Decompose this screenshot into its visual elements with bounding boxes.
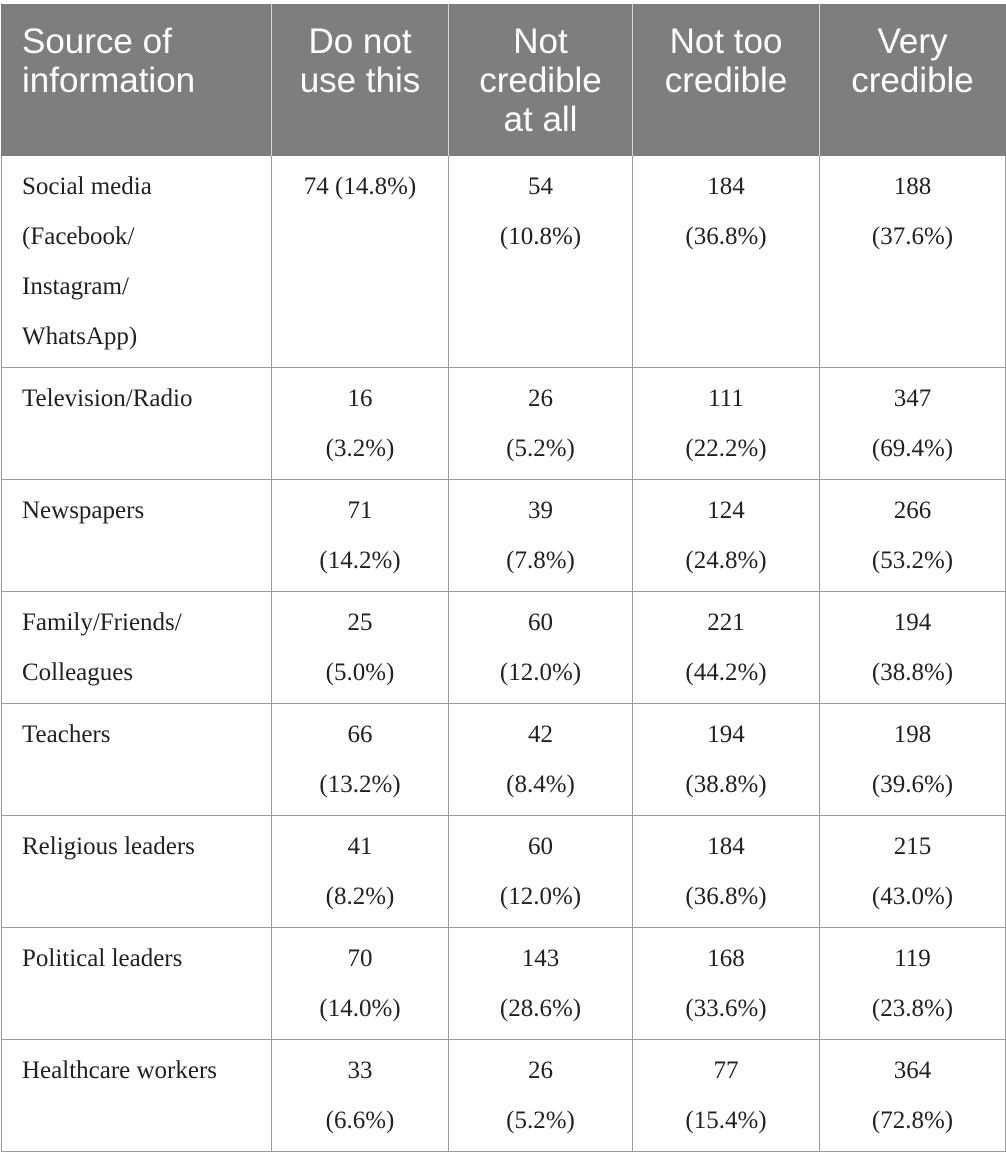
source-label-line: Teachers (22, 721, 111, 748)
not-too-credible-cell (633, 704, 820, 816)
very-credible-cell (820, 704, 1006, 816)
value-line: 364 (893, 1057, 932, 1084)
source-cell (2, 928, 272, 1040)
not-too-credible-cell (633, 1040, 820, 1152)
value-line: (43.0%) (871, 883, 954, 910)
table-row (2, 368, 1006, 480)
table-row (2, 816, 1006, 928)
value-line: (38.8%) (871, 659, 954, 686)
value-line: (14.0%) (319, 995, 401, 1022)
value-line: 124 (707, 497, 745, 524)
very-credible-cell (820, 592, 1006, 704)
value-line: 168 (707, 945, 745, 972)
not-credible-at-all-cell (449, 368, 633, 480)
value-line: (28.6%) (499, 995, 582, 1022)
value-line: 25 (347, 609, 373, 636)
value-line: (36.8%) (685, 883, 767, 910)
header-very-credible: Very credible (820, 4, 1006, 156)
value-line: 221 (707, 609, 745, 636)
value-line: (5.2%) (506, 1107, 575, 1134)
value-line: 33 (347, 1057, 373, 1084)
do-not-use-cell (272, 156, 449, 368)
not-too-credible-cell (633, 156, 820, 368)
value-line: 54 (528, 173, 553, 200)
source-label-line: Colleagues (22, 659, 134, 686)
value-line: (24.8%) (685, 547, 767, 574)
value-line: (12.0%) (499, 883, 582, 910)
source-cell (2, 592, 272, 704)
value-line: 194 (707, 721, 745, 748)
not-too-credible-cell (633, 816, 820, 928)
source-cell (2, 1040, 272, 1152)
source-cell (2, 368, 272, 480)
value-line: 188 (893, 173, 932, 200)
table-row (2, 1040, 1006, 1152)
value-line: 60 (528, 833, 553, 860)
value-line: 266 (893, 497, 932, 524)
value-line: 184 (707, 833, 745, 860)
source-label-line: Television/Radio (22, 385, 193, 412)
value-line: (39.6%) (871, 771, 954, 798)
not-credible-at-all-cell (449, 1040, 633, 1152)
value-line: (10.8%) (499, 223, 582, 250)
table-row (2, 480, 1006, 592)
not-too-credible-cell (633, 480, 820, 592)
value-line: 66 (347, 721, 373, 748)
source-cell (2, 816, 272, 928)
value-line: (37.6%) (871, 223, 954, 250)
do-not-use-cell (272, 928, 449, 1040)
value-line: (69.4%) (871, 435, 954, 462)
table-row (2, 704, 1006, 816)
value-line: 41 (347, 833, 373, 860)
not-credible-at-all-cell (449, 704, 633, 816)
value-line: 39 (528, 497, 553, 524)
value-line: (8.4%) (506, 771, 575, 798)
value-line: (12.0%) (499, 659, 582, 686)
source-cell (2, 480, 272, 592)
value-line: 119 (894, 945, 931, 972)
header-do-not-use-this: Do not use this (272, 4, 449, 156)
value-line: 184 (707, 173, 745, 200)
value-line: 60 (528, 609, 553, 636)
not-credible-at-all-cell (449, 928, 633, 1040)
source-label-line: Social media (22, 173, 152, 200)
value-line: (72.8%) (871, 1107, 954, 1134)
value-line: 74 (14.8%) (303, 173, 417, 200)
value-line: (15.4%) (685, 1107, 767, 1134)
not-credible-at-all-cell (449, 592, 633, 704)
source-label-line: WhatsApp) (22, 323, 138, 350)
source-label-line: Newspapers (22, 497, 145, 524)
not-credible-at-all-cell (449, 480, 633, 592)
value-line: 71 (347, 497, 373, 524)
credibility-table (1, 4, 1006, 1152)
not-credible-at-all-cell (449, 156, 633, 368)
value-line: 347 (893, 385, 932, 412)
table-header (2, 4, 1006, 156)
very-credible-cell (820, 480, 1006, 592)
source-label-line: Instagram/ (22, 273, 129, 300)
source-label-line: Healthcare workers (22, 1057, 218, 1084)
not-credible-at-all-cell (449, 816, 633, 928)
value-line: 70 (347, 945, 373, 972)
do-not-use-cell (272, 816, 449, 928)
value-line: 16 (347, 385, 373, 412)
value-line: 198 (893, 721, 932, 748)
source-label-line: Political leaders (22, 945, 183, 972)
very-credible-cell (820, 1040, 1006, 1152)
value-line: (33.6%) (685, 995, 767, 1022)
table-row (2, 592, 1006, 704)
value-line: (7.8%) (506, 547, 575, 574)
header-not-credible-at-all: Not credible at all (449, 4, 633, 156)
value-line: (14.2%) (319, 547, 401, 574)
not-too-credible-cell (633, 368, 820, 480)
source-label-line: (Facebook/ (22, 223, 135, 250)
value-line: 26 (528, 385, 553, 412)
value-line: (8.2%) (325, 883, 395, 910)
value-line: (22.2%) (685, 435, 767, 462)
header-row (2, 4, 1006, 156)
not-too-credible-cell (633, 928, 820, 1040)
very-credible-cell (820, 816, 1006, 928)
source-label-line: Family/Friends/ (22, 609, 182, 636)
source-label-line: Religious leaders (22, 833, 195, 860)
value-line: 215 (893, 833, 932, 860)
value-line: 111 (708, 385, 744, 412)
source-cell (2, 156, 272, 368)
do-not-use-cell (272, 480, 449, 592)
value-line: 77 (713, 1057, 739, 1084)
do-not-use-cell (272, 368, 449, 480)
value-line: (44.2%) (685, 659, 767, 686)
header-not-too-credible: Not too credible (633, 4, 820, 156)
do-not-use-cell (272, 704, 449, 816)
value-line: (3.2%) (325, 435, 395, 462)
header-source-of-information: Source of information (2, 4, 272, 156)
very-credible-cell (820, 368, 1006, 480)
table-body (2, 156, 1006, 1152)
very-credible-cell (820, 928, 1006, 1040)
table-row (2, 928, 1006, 1040)
very-credible-cell (820, 156, 1006, 368)
value-line: (5.2%) (506, 435, 575, 462)
value-line: (53.2%) (871, 547, 954, 574)
value-line: (6.6%) (325, 1107, 395, 1134)
do-not-use-cell (272, 592, 449, 704)
table-row (2, 156, 1006, 368)
value-line: 26 (528, 1057, 553, 1084)
do-not-use-cell (272, 1040, 449, 1152)
value-line: (5.0%) (325, 659, 395, 686)
source-cell (2, 704, 272, 816)
not-too-credible-cell (633, 592, 820, 704)
value-line: (36.8%) (685, 223, 767, 250)
value-line: (23.8%) (871, 995, 954, 1022)
value-line: (38.8%) (685, 771, 767, 798)
value-line: 42 (528, 721, 553, 748)
value-line: 143 (521, 945, 560, 972)
value-line: (13.2%) (319, 771, 401, 798)
value-line: 194 (893, 609, 932, 636)
